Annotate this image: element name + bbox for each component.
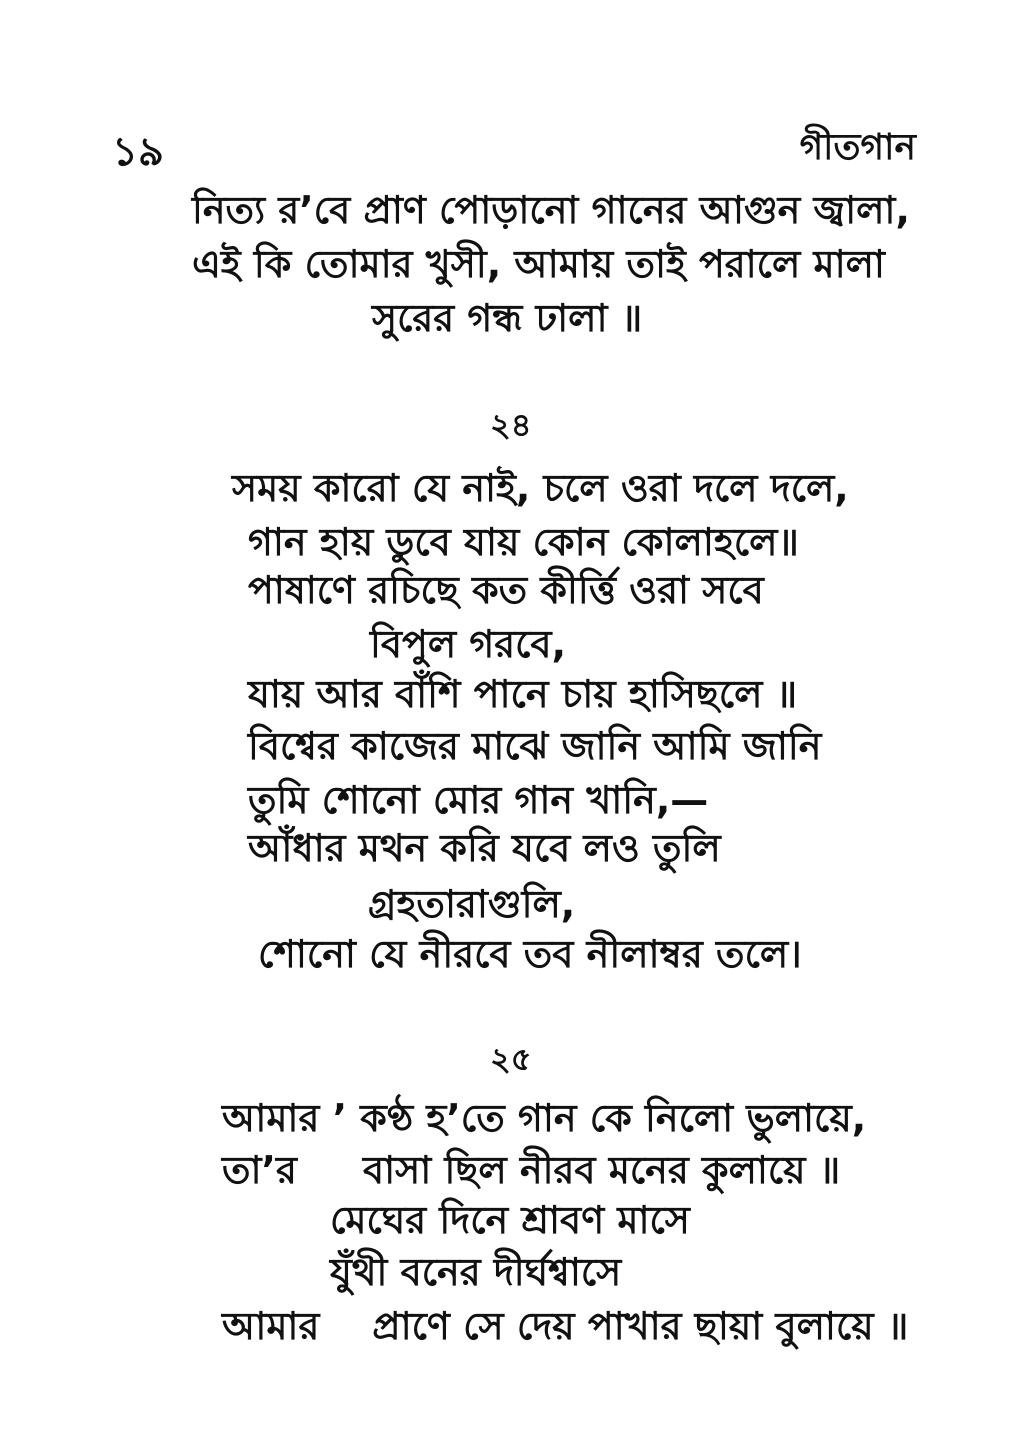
verse-line: নিত্য র’বে প্রাণ পোড়ানো গানের আগুন জ্বালা, bbox=[192, 188, 910, 232]
verse-line: বিশ্বের কাজের মাঝে জানি আমি জানি bbox=[248, 724, 822, 768]
verse-line: তা’র বাসা ছিল নীরব মনের কুলায়ে ॥ bbox=[222, 1148, 841, 1192]
verse-line: এই কি তোমার খুসী, আমায় তাই পরালে মালা bbox=[192, 242, 885, 286]
verse-line: আমার প্রাণে সে দেয় পাখার ছায়া বুলায়ে ॥ bbox=[222, 1304, 909, 1348]
verse-line: যায় আর বাঁশি পানে চায় হাসিছলে ॥ bbox=[248, 672, 798, 716]
verse-line: যুঁথী বনের দীর্ঘশ্বাসে bbox=[330, 1250, 622, 1294]
running-head: গীতগান bbox=[799, 127, 916, 168]
verse-line: সময় কারো যে নাই, চলে ওরা দলে দলে, bbox=[232, 466, 849, 510]
page-number: ১৯ bbox=[112, 129, 164, 175]
verse-line: আমার ’ কণ্ঠ হ’তে গান কে নিলো ভুলায়ে, bbox=[222, 1096, 867, 1140]
verse-line: সুরের গন্ধ ঢালা ॥ bbox=[372, 296, 643, 340]
verse-line: মেঘের দিনে শ্রাবণ মাসে bbox=[330, 1198, 690, 1242]
song-number: ২৪ bbox=[490, 406, 532, 444]
verse-line: গ্রহতারাগুলি, bbox=[368, 882, 576, 926]
verse-line: বিপুল গরবে, bbox=[370, 622, 567, 666]
verse-line: গান হায় ডুবে যায় কোন কোলাহলে॥ bbox=[248, 520, 799, 564]
verse-line: তুমি শোনো মোর গান খানি,— bbox=[248, 778, 709, 822]
verse-line: শোনো যে নীরবে তব নীলাম্বর তলে। bbox=[258, 932, 802, 976]
verse-line: পাষাণে রচিছে কত কীর্ত্তি ওরা সবে bbox=[248, 568, 764, 612]
verse-line: আঁধার মথন করি যবে লও তুলি bbox=[248, 826, 721, 870]
song-number: ২৫ bbox=[490, 1040, 532, 1078]
